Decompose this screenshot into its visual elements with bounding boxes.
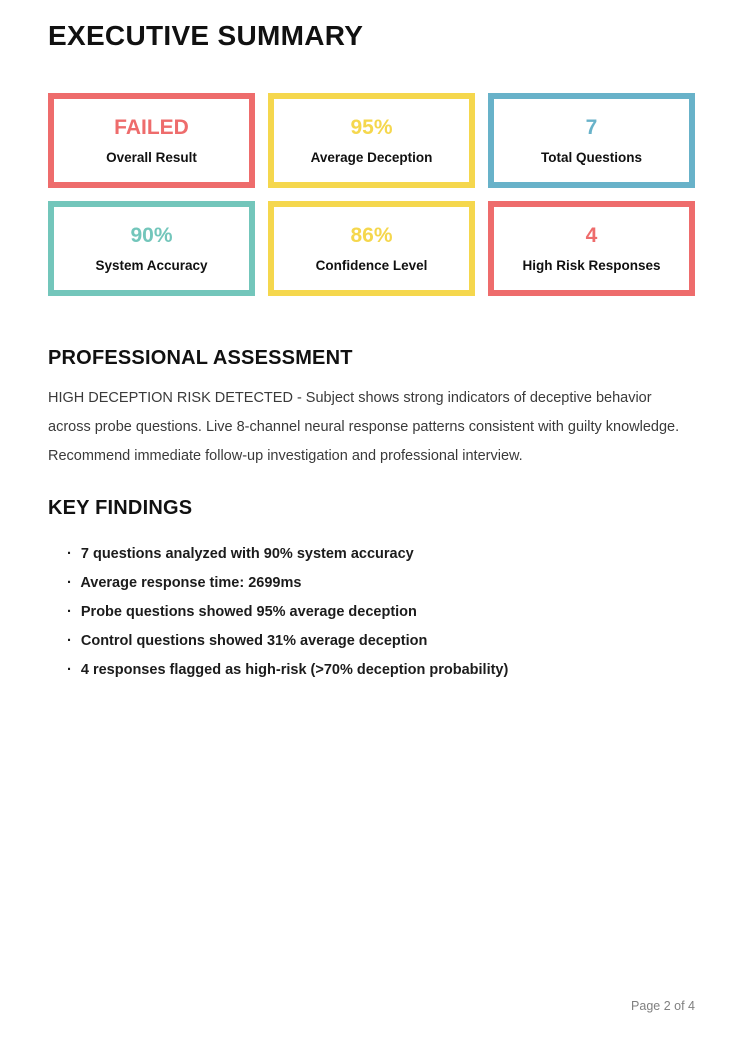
stat-card	[268, 201, 475, 296]
bullet-icon: ·	[67, 633, 72, 649]
key-findings-list	[48, 546, 695, 678]
stat-value: 7	[585, 115, 598, 139]
key-finding-text: 4 responses flagged as high-risk (>70% deception probability)	[80, 662, 509, 678]
stat-label: Average Deception	[310, 149, 433, 165]
stat-value: 86%	[350, 223, 393, 247]
stat-card	[488, 93, 695, 188]
bullet-icon: ·	[67, 662, 72, 678]
key-finding-text: 7 questions analyzed with 90% system accuracy	[80, 546, 414, 562]
stat-label: High Risk Responses	[522, 257, 661, 273]
stat-value: 95%	[350, 115, 393, 139]
stat-label: Total Questions	[540, 149, 642, 165]
professional-assessment-heading: PROFESSIONAL ASSESSMENT	[48, 347, 353, 369]
bullet-icon: ·	[67, 546, 72, 562]
key-findings-heading: KEY FINDINGS	[48, 497, 193, 519]
stat-value: FAILED	[114, 115, 189, 139]
bullet-icon: ·	[67, 604, 72, 620]
key-finding-text: Average response time: 2699ms	[80, 575, 302, 591]
page-number: Page 2 of 4	[631, 999, 695, 1013]
stat-value: 90%	[130, 223, 173, 247]
key-finding-item	[67, 604, 695, 620]
key-finding-item	[67, 575, 695, 591]
key-finding-item	[67, 546, 695, 562]
stat-cards-grid	[48, 93, 695, 296]
stat-label: System Accuracy	[95, 257, 208, 273]
stat-card	[48, 201, 255, 296]
stat-value: 4	[585, 223, 598, 247]
stat-label: Overall Result	[106, 149, 197, 165]
key-finding-item	[67, 662, 695, 678]
stat-card	[488, 201, 695, 296]
key-finding-text: Probe questions showed 95% average deception	[80, 604, 417, 620]
key-finding-item	[67, 633, 695, 649]
bullet-icon: ·	[67, 575, 72, 591]
stat-label: Confidence Level	[315, 257, 428, 273]
stat-card	[268, 93, 475, 188]
key-finding-text: Control questions showed 31% average deception	[80, 633, 428, 649]
page-title: EXECUTIVE SUMMARY	[48, 20, 364, 51]
stat-card	[48, 93, 255, 188]
professional-assessment-body: HIGH DECEPTION RISK DETECTED - Subject shows strong indicators of deceptive behavior across probe questions. Live 8-channel neural response patterns consistent with guilty knowledge. Recommend immediate follow-up investigation and professional interview.	[48, 390, 680, 464]
